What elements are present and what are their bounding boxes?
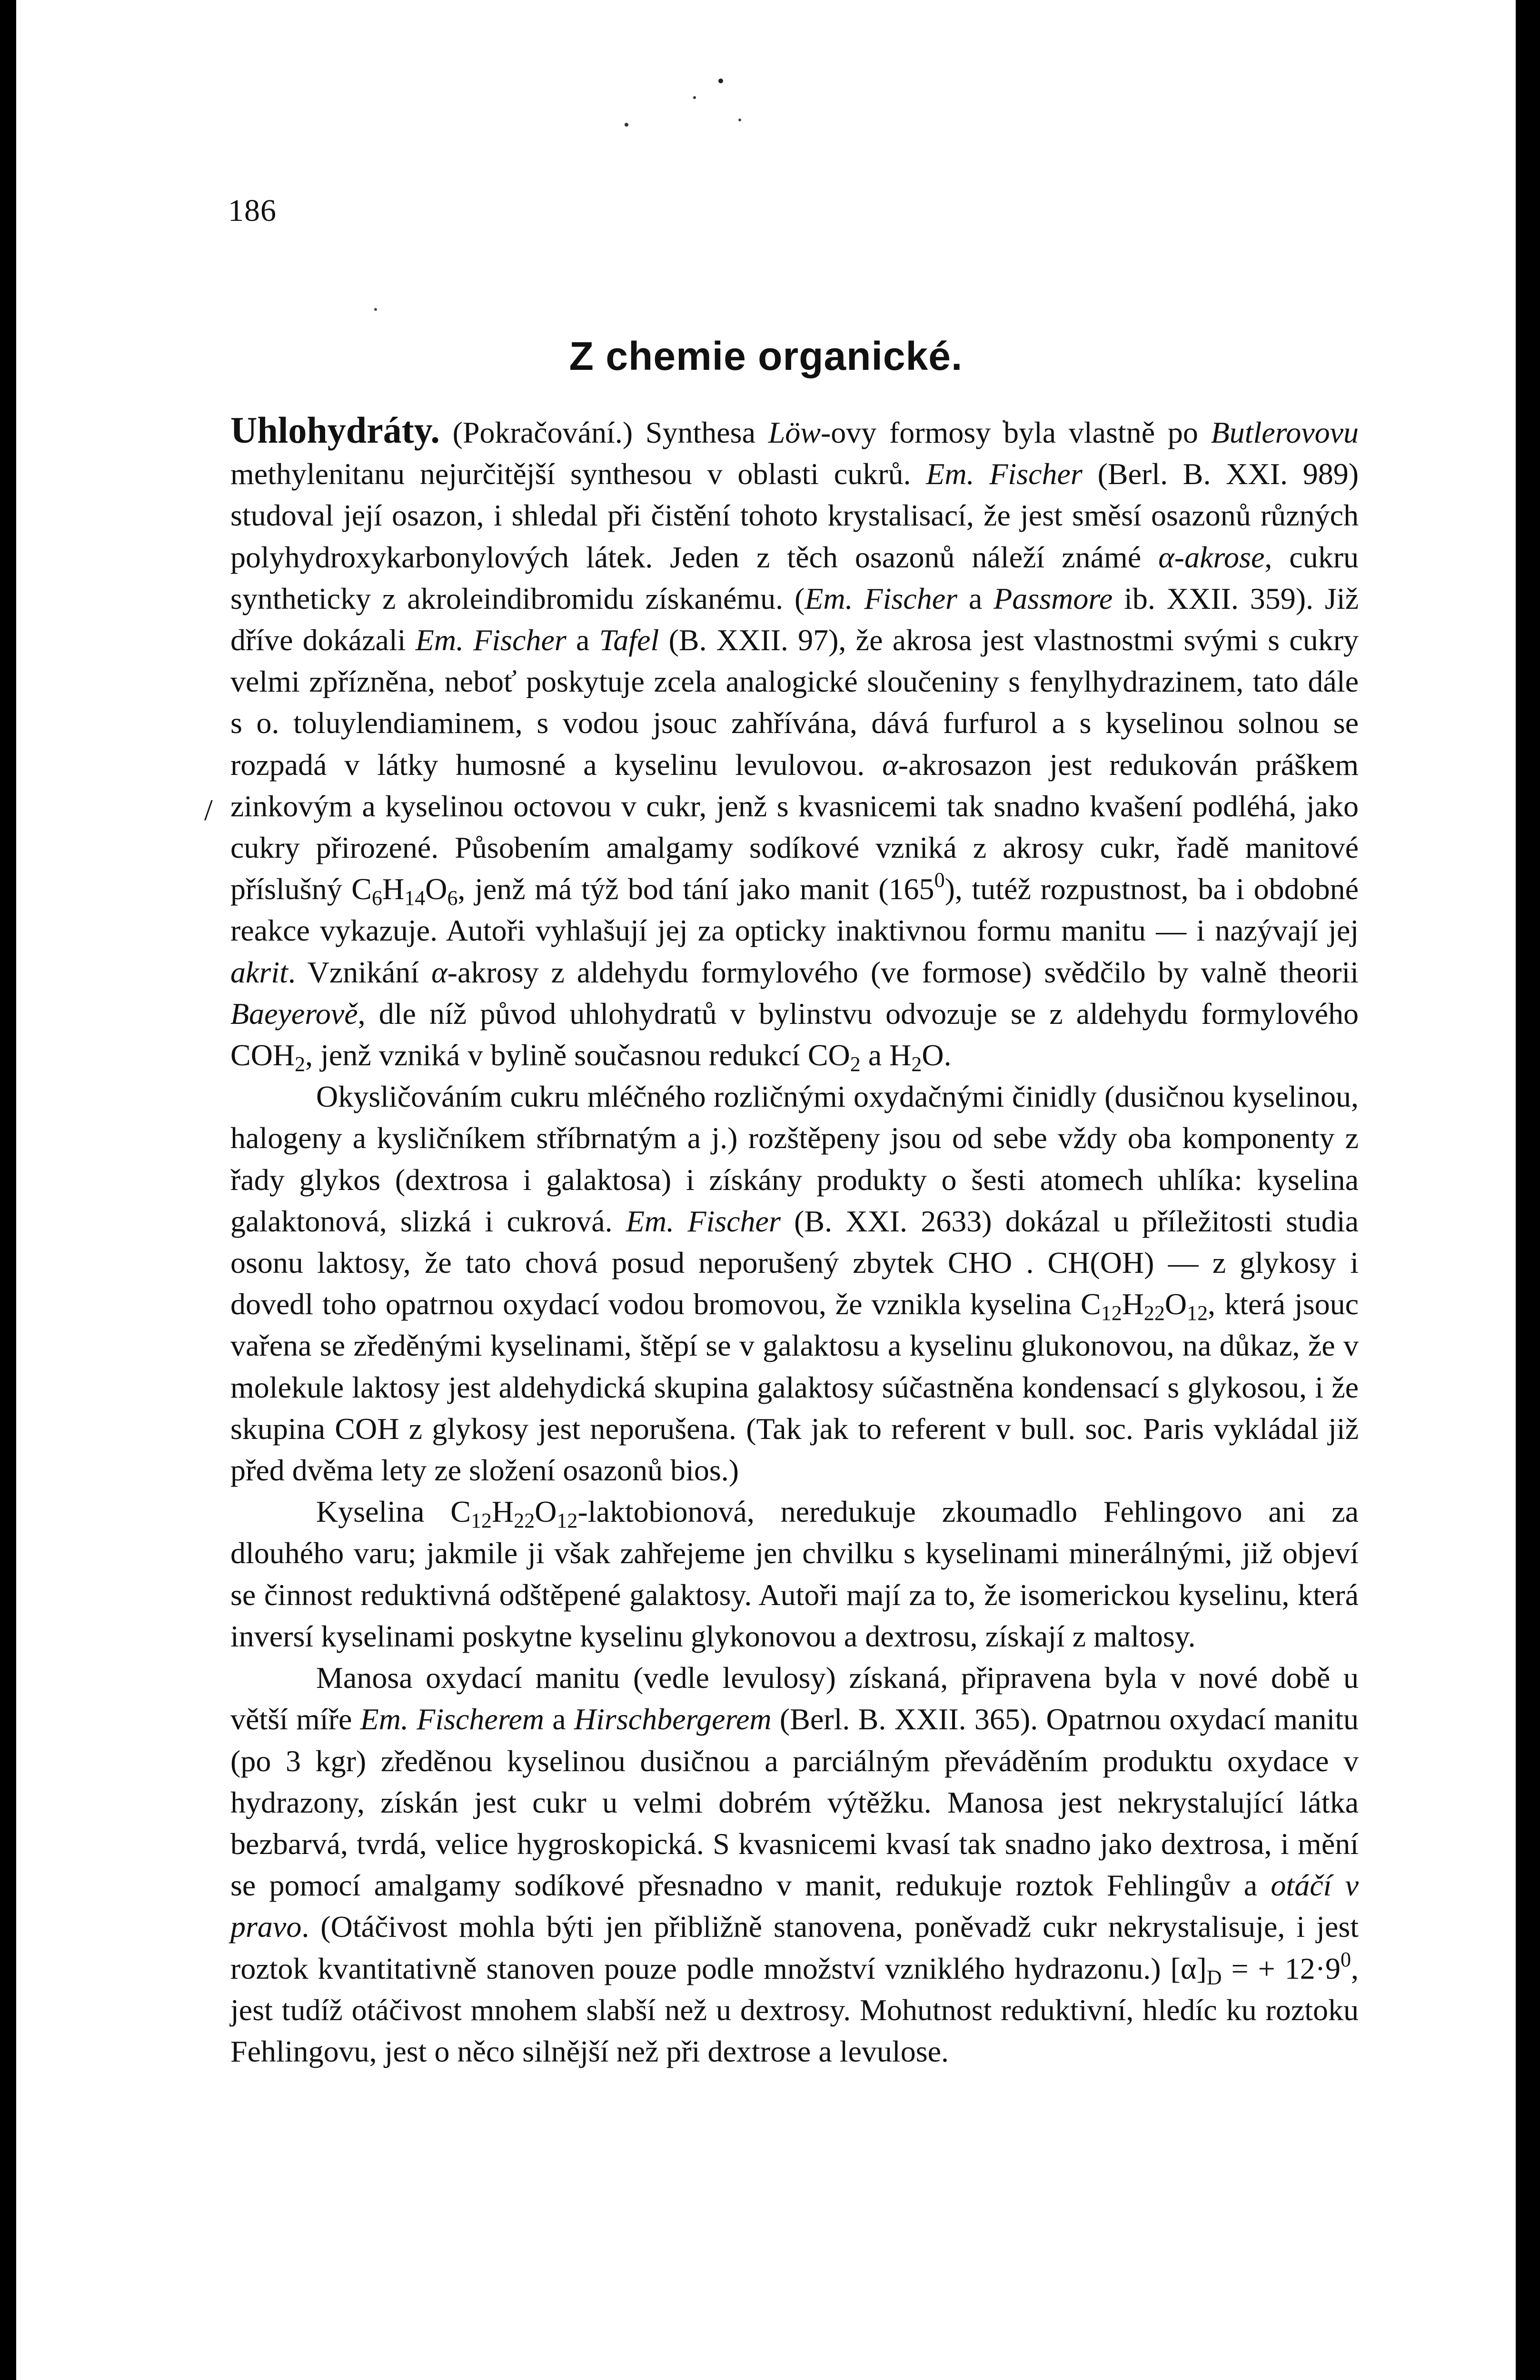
text-run: O <box>1164 1287 1187 1321</box>
italic-text: α-akrose <box>1158 540 1265 574</box>
section-title: Z chemie organické. <box>569 334 963 378</box>
subscript: 22 <box>1143 1301 1165 1325</box>
subscript: 12 <box>1187 1301 1208 1325</box>
text-run: ib. XXII. 359). Již dříve dokázali <box>230 581 1359 657</box>
subscript: 6 <box>447 886 458 910</box>
subscript: 2 <box>911 1052 922 1076</box>
lead-term: Uhlohydráty. <box>230 409 440 451</box>
italic-text: Em. Fischer <box>415 623 566 657</box>
text-run: Manosa oxydací manitu (vedle levulosy) získaná, připravena byla v nové době u větší míře <box>230 1661 1359 1736</box>
text-run: = + 12·9 <box>1222 1951 1341 1985</box>
superscript: 0 <box>1341 1947 1351 1971</box>
text-run: a <box>544 1702 574 1736</box>
text-run: -ovy formosy byla vlastně po <box>820 416 1211 449</box>
subscript: 12 <box>556 1509 578 1533</box>
subscript: D <box>1206 1965 1222 1989</box>
book-page <box>16 0 1516 2380</box>
text-run: methylenitanu nejurčitější synthesou v oblasti cukrů. <box>230 457 926 491</box>
text-run: H <box>382 872 405 906</box>
text-run: O <box>535 1495 557 1529</box>
italic-text: Löw <box>768 416 821 449</box>
text-run: , která jsouc vařena se zředěnými kyselinami, štěpí se v galaktosu a kyselinu glukonovou, na důkaz, že v molekule laktosy jest aldehydická skupina galaktosy súčastněna kondensací s glykosou, i že skupina COH z glykosy jest neporušena. (Tak jak to referent v bull. soc. Paris vykládal již před dvěma lety ze složení osazonů bios.) <box>230 1287 1359 1488</box>
text-run: , dle níž původ uhlohydratů v bylinstvu odvozuje se z aldehydu formylového COH <box>230 996 1359 1072</box>
text-run: H <box>491 1495 514 1529</box>
text-run: , cukru syntheticky z akroleindibromidu získanému. ( <box>230 540 1359 615</box>
paragraph <box>230 1491 1359 1657</box>
subscript: 12 <box>1101 1301 1122 1325</box>
italic-text: Em. Fischer <box>926 457 1083 491</box>
page-number: 186 <box>228 193 277 228</box>
italic-text: akrit <box>230 955 288 989</box>
text-run: , jenž má týž bod tání jako manit (165 <box>457 872 934 906</box>
subscript: 2 <box>850 1052 861 1076</box>
text-run: -akrosy z aldehydu formylového (ve formose) svědčilo by valně theorii <box>447 955 1359 989</box>
paragraph <box>230 409 1359 1076</box>
subscript: 22 <box>514 1509 535 1533</box>
text-run: a H <box>860 1038 912 1072</box>
italic-text: Passmore <box>994 581 1113 615</box>
text-run: . Vznikání <box>288 955 432 989</box>
text-run: a <box>566 623 599 657</box>
italic-text: Em. Fischer <box>626 1204 781 1238</box>
subscript: 14 <box>404 886 426 910</box>
text-run: -laktobionová, neredukuje zkoumadlo Fehlingovo ani za dlouhého varu; jakmile ji však zahřejeme jen chvilku s kyselinami minerálnými, již objeví se činnost reduktivná odštěpené galaktosy. Autoři mají za to, že isomerickou kyselinu, která inversí kyselinami poskytne kyselinu glykonovou a dextrosu, získají z maltosy. <box>230 1495 1359 1653</box>
text-run: (B. XXII. 97), že akrosa jest vlastnostmi svými s cukry velmi zpřízněna, neboť poskytuje zcela analogické sloučeniny s fenylhydrazinem, tato dále s o. toluylendiaminem, s vodou jsouc zahřívána, dává furfurol a s kyselinou solnou se rozpadá v látky humosné a kyselinu levulovou. <box>230 623 1359 782</box>
text-run: . (Otáčivost mohla býti jen přibližně stanovena, poněvadž cukr nekrystalisuje, i jest roztok kvantitativně stanoven pouze podle množství vzniklého hydrazonu.) [α] <box>230 1910 1359 1985</box>
italic-text: Hirschbergerem <box>574 1702 772 1736</box>
text-run: (Berl. B. XXII. 365). Opatrnou oxydací manitu (po 3 kgr) zředěnou kyselinou dusičnou a parciálným převáděním produktu oxydace v hydrazony, získán jest cukr u velmi dobrém výtěžku. Manosa jest nekrystalující látka bezbarvá, tvrdá, velice hygroskopická. S kvasnicemi kvasí tak snadno jako dextrosa, i mění se pomocí amalgamy sodíkové přesnadno v manit, redukuje roztok Fehlingův a <box>230 1702 1359 1903</box>
paragraph <box>230 1657 1359 2072</box>
text-run: O <box>425 872 447 906</box>
superscript: 0 <box>934 868 945 892</box>
text-run: (Berl. B. XXI. 989) studoval její osazon, i shledal při čistění tohoto krystalisací, že jest směsí osazonů různých polyhydroxykarbonylových látek. Jeden z těch osazonů náleží známé <box>230 457 1359 574</box>
italic-text: Em. Fischer <box>805 581 958 615</box>
text-run: (B. XXI. 2633) dokázal u příležitosti studia osonu laktosy, že tato chová posud neporušený zbytek CHO . CH(OH) — z glykosy i dovedl toho opatrnou oxydací vodou bromovou, že vznikla kyselina C <box>230 1204 1359 1321</box>
text-run: Okysličováním cukru mléčného rozličnými oxydačnými činidly (dusičnou kyselinou, halogeny a kysličníkem stříbrnatým a j.) rozštěpeny jsou od sebe vždy oba komponenty z řady glykos (dextrosa i galaktosa) i získány produkty o šesti atomech uhlíka: kyselina galaktonová, slizká i cukrová. <box>230 1080 1359 1238</box>
italic-text: otáčí v pravo <box>230 1868 1359 1944</box>
margin-mark: / <box>204 793 213 827</box>
subscript: 2 <box>295 1052 306 1076</box>
article-body <box>230 409 1359 2072</box>
italic-text: Baeyerově <box>230 996 358 1031</box>
text-run: a <box>957 581 994 615</box>
text-run: H <box>1122 1287 1144 1321</box>
text-run: O. <box>922 1038 952 1072</box>
text-run: -akrosazon jest redukován práškem zinkovým a kyselinou octovou v cukr, jenž s kvasnicemi tak snadno kvašení podléhá, jako cukry přirozené. Působením amalgamy sodíkové vzniká z akrosy cukr, řadě manitové příslušný C <box>230 747 1359 906</box>
text-run: Kyselina C <box>316 1495 471 1529</box>
subscript: 12 <box>470 1509 492 1533</box>
italic-text: Em. Fischerem <box>360 1702 544 1736</box>
text-run: , jenž vzniká v bylině současnou redukcí CO <box>305 1038 850 1072</box>
italic-text: Tafel <box>599 623 659 657</box>
italic-text: α <box>431 955 447 989</box>
italic-text: α <box>882 747 898 782</box>
italic-text: Butlerovovu <box>1211 416 1359 449</box>
text-run: ), tutéž rozpustnost, ba i obdobné reakce vykazuje. Autoři vyhlašují jej za opticky inaktivnou formu manitu — i nazývají jej <box>230 872 1359 948</box>
text-run: (Pokračování.) Synthesa <box>439 416 768 449</box>
subscript: 6 <box>372 886 382 910</box>
text-run: , jest tudíž otáčivost mnohem slabší než u dextrosy. Mohutnost reduktivní, hledíc ku roztoku Fehlingovu, jest o něco silnější než při dextrose a levulose. <box>230 1951 1359 2068</box>
paragraph <box>230 1076 1359 1491</box>
